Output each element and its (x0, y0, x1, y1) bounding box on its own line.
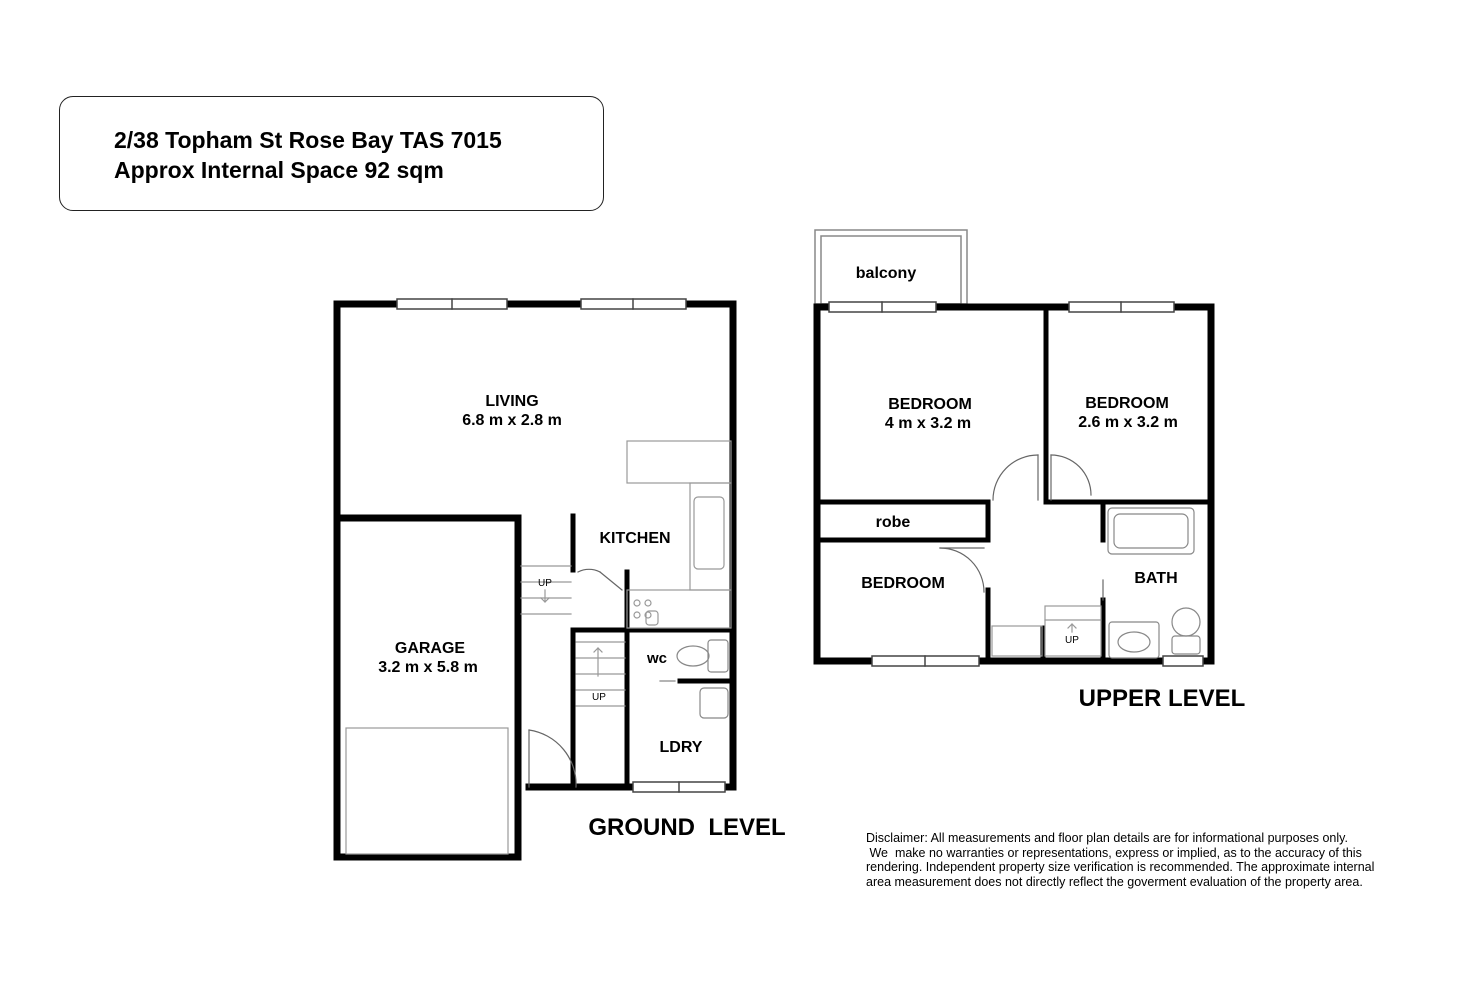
internal-area: Approx Internal Space 92 sqm (114, 157, 444, 183)
garage-label: GARAGE (394, 640, 466, 657)
entry-door (529, 730, 576, 787)
wc-label: wc (646, 650, 668, 667)
upper-stair-up-label: UP (1065, 635, 1079, 646)
bedroom-2-size: 2.6 m x 3.2 m (1078, 414, 1178, 431)
bedroom-1-size: 4 m x 3.2 m (884, 415, 972, 432)
upper-outer-walls (817, 307, 1211, 661)
bedroom-1-label: BEDROOM (888, 396, 972, 413)
upper-level-plan (815, 230, 1245, 712)
disclaimer (866, 831, 1446, 889)
living-label: LIVING (485, 393, 539, 410)
robe-label: robe (875, 514, 911, 531)
bath-label: BATH (1134, 570, 1178, 587)
bedroom-2-label: BEDROOM (1085, 395, 1169, 412)
garage-door (346, 728, 508, 854)
stair-up-label-2: UP (592, 692, 606, 703)
garage-size: 3.2 m x 5.8 m (378, 659, 478, 676)
disclaimer-line-4: area measurement does not directly reflect the goverment evaluation of the property area. (866, 874, 1363, 889)
pantry-door (578, 569, 622, 590)
ground-level-label: GROUND LEVEL (588, 814, 786, 841)
disclaimer-line-3: rendering. Independent property size verification is recommended. The approximate internal (866, 860, 1375, 874)
laundry-label: LDRY (659, 739, 703, 756)
ground-level-plan (337, 299, 786, 857)
ground-outer-walls (337, 304, 733, 857)
disclaimer-line-2: We make no warranties or representations, express or implied, as to the accuracy of this (866, 845, 1362, 860)
upper-level-label: UPPER LEVEL (1078, 685, 1246, 712)
balcony-label: balcony (855, 265, 917, 282)
stair-up-label-1: UP (538, 578, 552, 589)
disclaimer-line-1: Disclaimer: All measurements and floor plan details are for informational purposes only. (866, 831, 1348, 845)
upper-stairs (992, 606, 1101, 656)
upper-interior-walls (817, 307, 1211, 661)
living-size: 6.8 m x 2.8 m (462, 412, 562, 429)
upper-doors (940, 455, 1103, 600)
property-address: 2/38 Topham St Rose Bay TAS 7015 (114, 127, 502, 153)
bedroom-3-label: BEDROOM (861, 575, 945, 592)
upper-windows (829, 302, 1203, 666)
ground-windows (394, 299, 725, 792)
kitchen-label: KITCHEN (599, 530, 671, 547)
